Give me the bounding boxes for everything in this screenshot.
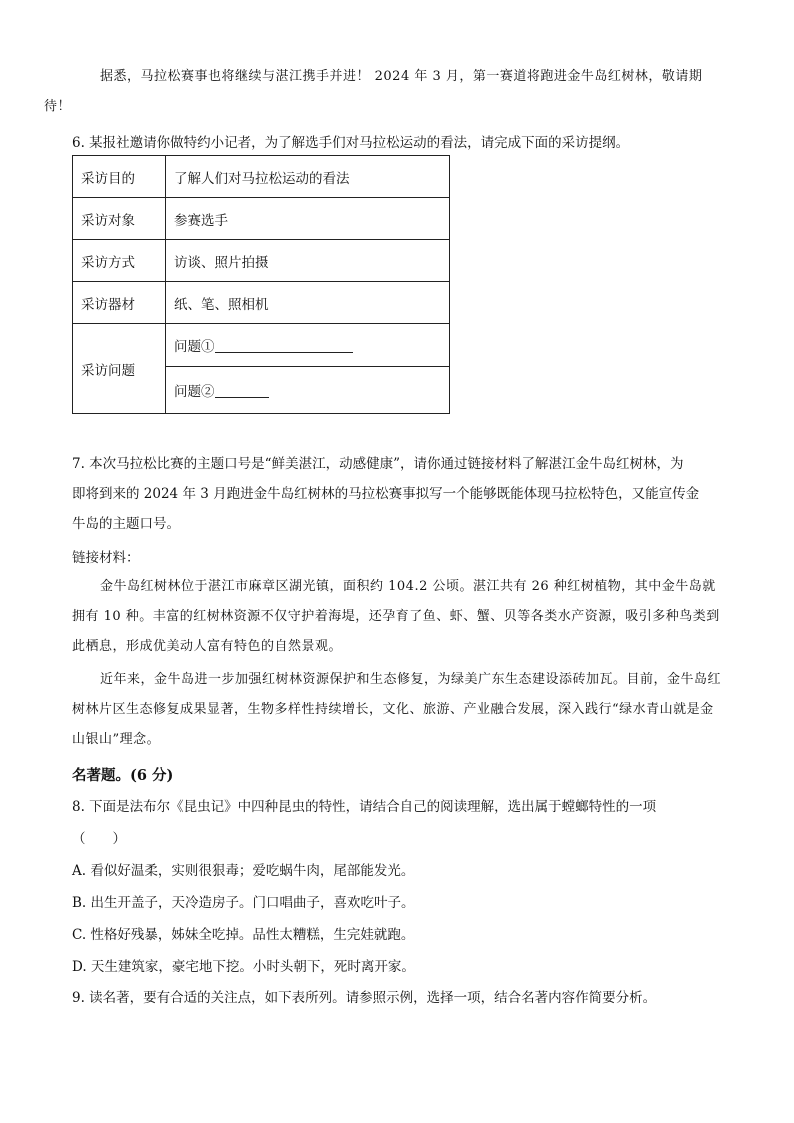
material-paragraph-2: 近年来，金牛岛进一步加强红树林资源保护和生态修复，为绿美广东生态建设添砖加瓦。目前，金牛岛红树林片区生态修复成果显著，生物多样性持续增长，文化、旅游、产业融合发展，深入践行“绿水青山就是金山银山”理念。 [72, 672, 722, 747]
option-a[interactable]: A. 看似好温柔，实则很狠毒；爱吃蜗牛肉，尾部能发光。 [72, 863, 415, 879]
link-material-label: 链接材料： [72, 550, 140, 566]
q8-answer-bracket[interactable]: （ ） [72, 831, 126, 847]
material-paragraph-1: 金牛岛红树林位于湛江市麻章区湖光镇，面积约 104.2 公顷。湛江共有 26 种红树植物，其中金牛岛就拥有 10 种。丰富的红树林资源不仅守护着海堤，还孕育了鱼、虾、蟹、贝等各类水产资源，吸引多种鸟类到此栖息，形成优美动人富有特色的自然景观。 [72, 579, 720, 654]
intro-paragraph [44, 62, 722, 122]
row-value: 参赛选手 [166, 198, 450, 240]
row-label: 采访问题 [73, 324, 166, 414]
row-value: 纸、笔、照相机 [166, 282, 450, 324]
interview-outline-table [72, 155, 450, 414]
option-d[interactable]: D. 天生建筑家，豪宅地下挖。小时头朝下，死时离开家。 [72, 959, 415, 975]
q7-line3: 牛岛的主题口号。 [72, 516, 180, 532]
q7-line2: 即将到来的 2024 年 3 月跑进金牛岛红树林的马拉松赛事拟写一个能够既能体现马拉松特色，又能宣传金 [72, 486, 700, 502]
table-row [73, 282, 450, 324]
question2-label: 问题② [174, 384, 215, 400]
option-b[interactable]: B. 出生开盖子，天冷造房子。门口唱曲子，喜欢吃叶子。 [72, 895, 415, 911]
table-row [73, 156, 450, 198]
section-heading: 名著题。(6 分) [72, 767, 174, 784]
question1-label: 问题① [174, 339, 215, 355]
question2-blank[interactable] [215, 383, 269, 398]
table-row [73, 198, 450, 240]
row-label: 采访器材 [73, 282, 166, 324]
q6-prompt: 6. 某报社邀请你做特约小记者，为了解选手们对马拉松运动的看法，请完成下面的采访提纲。 [72, 135, 630, 151]
table-row [73, 240, 450, 282]
question2-cell [166, 367, 450, 414]
row-label: 采访方式 [73, 240, 166, 282]
question1-cell [166, 324, 450, 367]
q7-line1: 7. 本次马拉松比赛的主题口号是“鲜美湛江，动感健康”，请你通过链接材料了解湛江金牛岛红树林，为 [72, 456, 684, 472]
q8-prompt: 8. 下面是法布尔《昆虫记》中四种昆虫的特性，请结合自己的阅读理解，选出属于螳螂特性的一项 [72, 799, 657, 815]
table-row [73, 324, 450, 367]
row-label: 采访目的 [73, 156, 166, 198]
question1-blank[interactable] [215, 338, 353, 353]
intro-line2: 待！ [44, 99, 72, 114]
row-label: 采访对象 [73, 198, 166, 240]
row-value: 访谈、照片拍摄 [166, 240, 450, 282]
option-c[interactable]: C. 性格好残暴，姊妹全吃掉。品性太糟糕，生完娃就跑。 [72, 927, 415, 943]
row-value: 了解人们对马拉松运动的看法 [166, 156, 450, 198]
intro-line1: 据悉，马拉松赛事也将继续与湛江携手并进！ 2024 年 3 月，第一赛道将跑进金牛岛红树林，敬请期 [100, 69, 703, 84]
q9-prompt: 9. 读名著，要有合适的关注点，如下表所列。请参照示例，选择一项，结合名著内容作简要分析。 [72, 990, 657, 1006]
